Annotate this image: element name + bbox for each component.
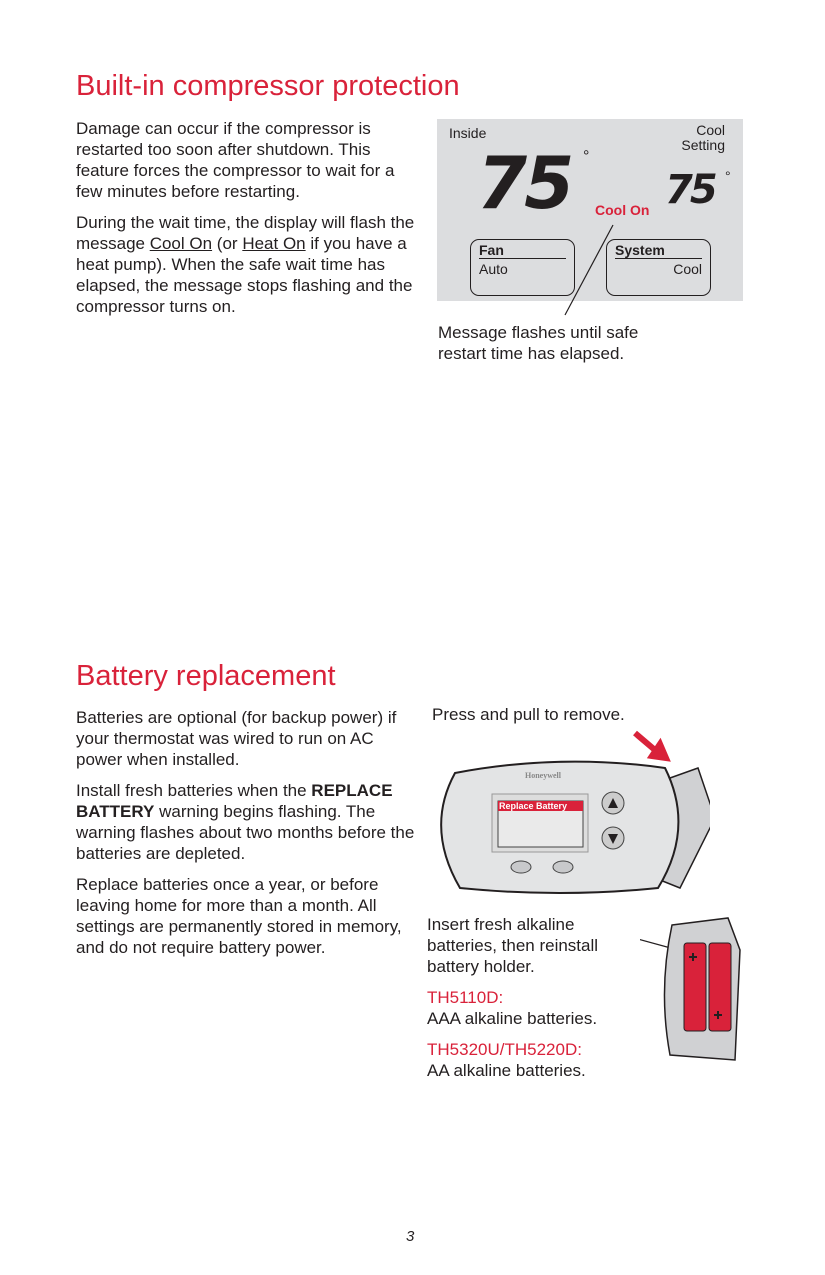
battery-icon bbox=[709, 943, 731, 1031]
degree-symbol: ° bbox=[725, 168, 731, 184]
text: Cool bbox=[696, 122, 725, 138]
page-number: 3 bbox=[406, 1228, 415, 1245]
display-caption: Message flashes until safe restart time has elapsed. bbox=[438, 323, 639, 363]
text: During the wait time, the display will flash the message bbox=[76, 213, 415, 253]
brand-logo: Honeywell bbox=[525, 771, 561, 780]
section-title-battery: Battery replacement bbox=[76, 660, 336, 692]
arrow-icon bbox=[635, 733, 666, 758]
compressor-text bbox=[76, 118, 418, 327]
text: Install fresh batteries when the bbox=[76, 781, 312, 800]
replace-battery-term: REPLACE BATTERY bbox=[76, 781, 393, 821]
battery-holder-illustration bbox=[640, 910, 750, 1065]
fan-label: Fan bbox=[479, 242, 566, 259]
cool-setting-label bbox=[681, 123, 725, 153]
inside-label: Inside bbox=[449, 125, 487, 141]
paragraph: Batteries are optional (for backup power) if your thermostat was wired to run on AC power when installed. bbox=[76, 708, 397, 769]
text: warning begins flashing. The warning flashes about two months before the batteries are depleted. bbox=[76, 802, 415, 863]
text: (or bbox=[212, 234, 243, 253]
degree-symbol: ° bbox=[583, 148, 590, 165]
heat-on-term: Heat On bbox=[242, 234, 306, 253]
battery-text bbox=[76, 707, 416, 968]
model-th5320u-batteries: AA alkaline batteries. bbox=[427, 1061, 586, 1080]
text: Setting bbox=[681, 137, 725, 153]
paragraph: Replace batteries once a year, or before leaving home for more than a month. All settings are permanently stored in memory, and do not require battery power. bbox=[76, 875, 402, 957]
paragraph bbox=[76, 780, 416, 864]
system-label: System bbox=[615, 242, 702, 259]
callout-line bbox=[560, 220, 620, 320]
cool-on-status: Cool On bbox=[595, 202, 650, 218]
section-title-compressor: Built-in compressor protection bbox=[76, 70, 460, 102]
fan-value: Auto bbox=[479, 261, 508, 277]
cool-on-term: Cool On bbox=[149, 234, 213, 253]
setpoint-temperature: 75 bbox=[665, 167, 715, 213]
battery-info bbox=[427, 914, 632, 1091]
press-caption: Press and pull to remove. bbox=[432, 705, 625, 724]
text: if you have a heat pump). When the safe wait time has elapsed, the message stops flashing and the compressor turns on. bbox=[76, 234, 413, 316]
inside-temperature: 75 bbox=[477, 141, 572, 225]
insert-caption: Insert fresh alkaline batteries, then reinstall battery holder. bbox=[427, 915, 599, 976]
replace-battery-warning: Replace Battery bbox=[499, 801, 568, 811]
model-th5110d-batteries: AAA alkaline batteries. bbox=[427, 1009, 598, 1028]
thermostat-illustration bbox=[430, 728, 710, 898]
paragraph bbox=[76, 212, 418, 317]
model-th5110d: TH5110D: bbox=[427, 988, 504, 1007]
model-th5320u: TH5320U/TH5220D: bbox=[427, 1040, 582, 1059]
system-value: Cool bbox=[673, 261, 702, 277]
paragraph: Damage can occur if the compressor is restarted too soon after shutdown. This feature forces the compressor to wait for a few minutes before restarting. bbox=[76, 119, 395, 201]
system-box bbox=[606, 239, 711, 296]
